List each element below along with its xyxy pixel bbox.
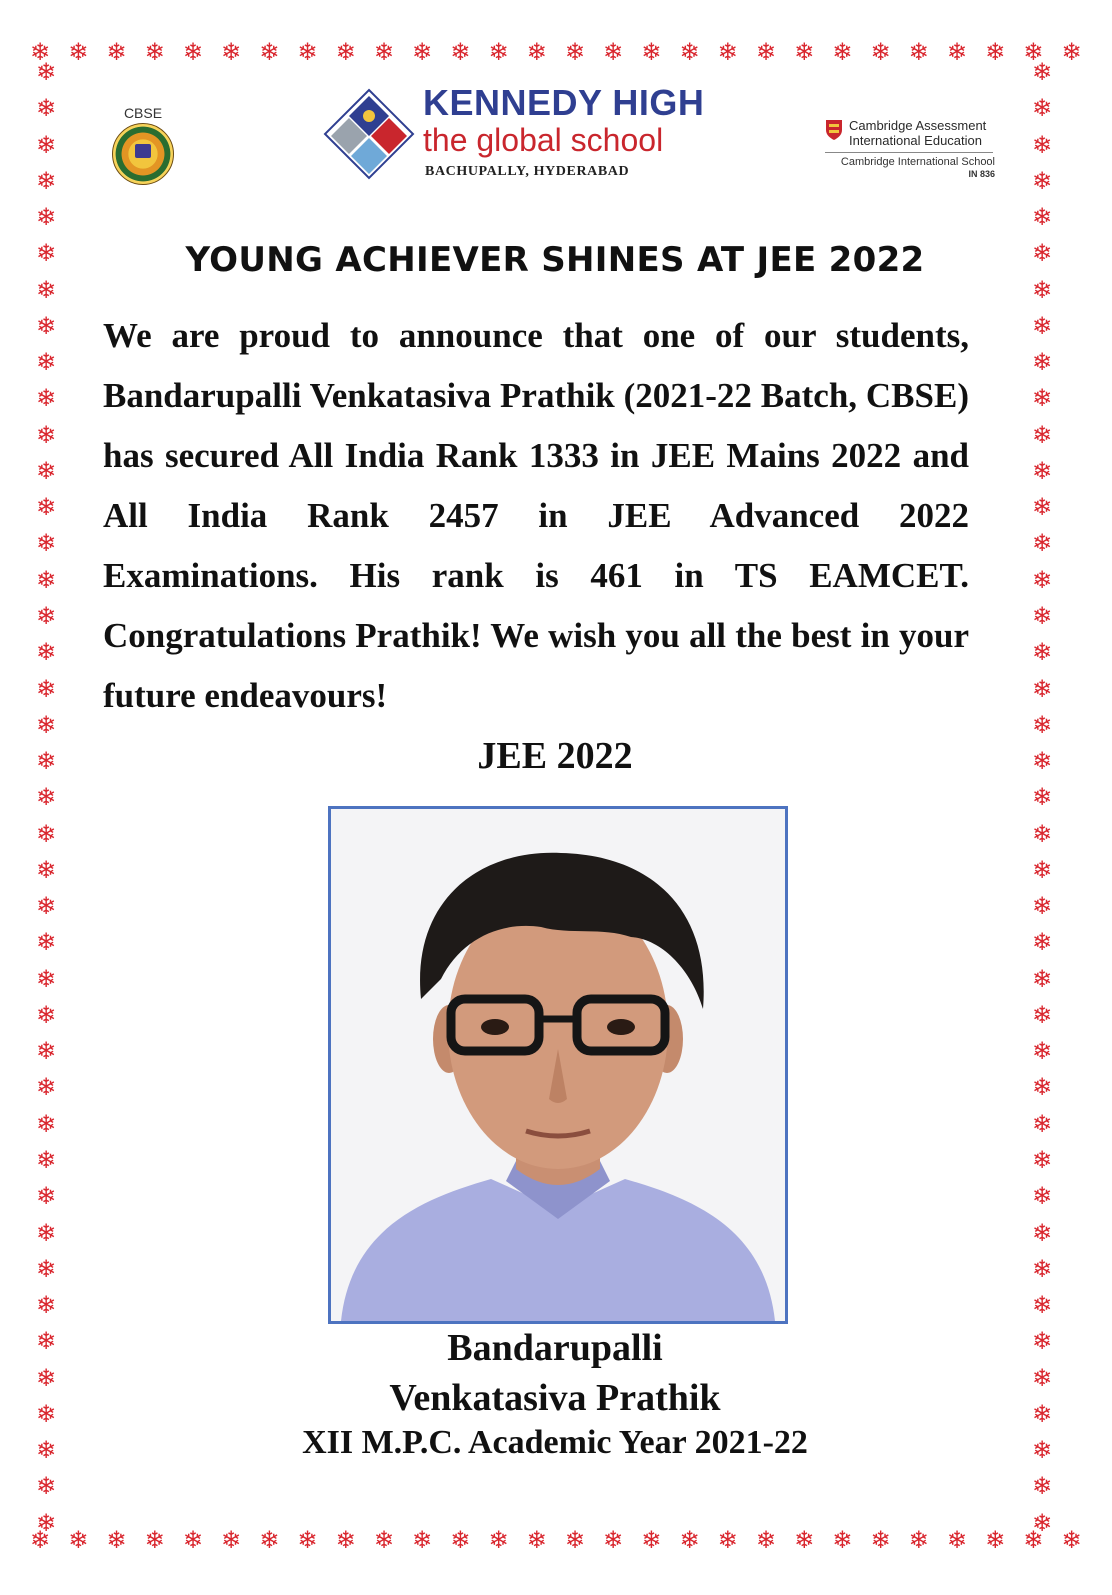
snowflake-icon: ❄ xyxy=(35,1472,57,1501)
snowflake-icon: ❄ xyxy=(35,964,57,993)
snowflake-icon: ❄ xyxy=(1031,747,1053,776)
border-top xyxy=(30,40,1082,68)
snowflake-icon: ❄ xyxy=(35,275,57,304)
snowflake-icon: ❄ xyxy=(641,1528,662,1554)
snowflake-icon: ❄ xyxy=(488,1528,509,1554)
snowflake-icon: ❄ xyxy=(412,1528,433,1554)
snowflake-icon: ❄ xyxy=(1031,892,1053,921)
student-photo xyxy=(328,806,788,1324)
snowflake-icon: ❄ xyxy=(35,783,57,812)
cambridge-logo xyxy=(825,118,995,180)
cbse-seal-icon xyxy=(112,123,174,185)
cambridge-line-3: Cambridge International School xyxy=(840,156,995,168)
snowflake-icon: ❄ xyxy=(144,40,165,66)
student-class-year: XII M.P.C. Academic Year 2021-22 xyxy=(302,1424,808,1461)
snowflake-icon: ❄ xyxy=(1031,529,1053,558)
snowflake-icon: ❄ xyxy=(1031,1363,1053,1392)
snowflake-icon: ❄ xyxy=(68,1528,89,1554)
snowflake-icon: ❄ xyxy=(717,1528,738,1554)
snowflake-icon: ❄ xyxy=(35,1000,57,1029)
snowflake-icon: ❄ xyxy=(794,1528,815,1554)
kennedy-high-logo xyxy=(323,82,743,192)
snowflake-icon: ❄ xyxy=(946,40,967,66)
school-tagline: the global school xyxy=(423,122,664,158)
snowflake-icon: ❄ xyxy=(1031,1073,1053,1102)
snowflake-icon: ❄ xyxy=(35,1037,57,1066)
snowflake-icon: ❄ xyxy=(412,40,433,66)
snowflake-icon: ❄ xyxy=(35,1073,57,1102)
snowflake-icon: ❄ xyxy=(564,40,585,66)
snowflake-icon: ❄ xyxy=(603,40,624,66)
snowflake-icon: ❄ xyxy=(35,1109,57,1138)
snowflake-icon: ❄ xyxy=(35,747,57,776)
snowflake-icon: ❄ xyxy=(832,1528,853,1554)
snowflake-icon: ❄ xyxy=(106,40,127,66)
snowflake-icon: ❄ xyxy=(908,40,929,66)
snowflake-icon: ❄ xyxy=(1031,1000,1053,1029)
snowflake-icon: ❄ xyxy=(373,40,394,66)
snowflake-icon: ❄ xyxy=(1031,964,1053,993)
header-logos xyxy=(95,80,1015,210)
snowflake-icon: ❄ xyxy=(1031,384,1053,413)
snowflake-icon: ❄ xyxy=(1031,420,1053,449)
snowflake-icon: ❄ xyxy=(1031,1254,1053,1283)
school-location: BACHUPALLY, HYDERABAD xyxy=(425,164,630,179)
snowflake-icon: ❄ xyxy=(35,1399,57,1428)
snowflake-icon: ❄ xyxy=(985,1528,1006,1554)
snowflake-icon: ❄ xyxy=(1031,94,1053,123)
snowflake-icon: ❄ xyxy=(870,40,891,66)
snowflake-icon: ❄ xyxy=(335,1528,356,1554)
snowflake-icon: ❄ xyxy=(1031,928,1053,957)
snowflake-icon: ❄ xyxy=(106,1528,127,1554)
snowflake-icon: ❄ xyxy=(755,1528,776,1554)
snowflake-icon: ❄ xyxy=(297,40,318,66)
student-portrait-icon xyxy=(331,809,785,1321)
snowflake-icon: ❄ xyxy=(1031,275,1053,304)
snowflake-icon: ❄ xyxy=(35,239,57,268)
snowflake-icon: ❄ xyxy=(641,40,662,66)
snowflake-icon: ❄ xyxy=(526,1528,547,1554)
snowflake-icon: ❄ xyxy=(35,493,57,522)
snowflake-icon: ❄ xyxy=(870,1528,891,1554)
cambridge-code: IN 836 xyxy=(968,169,995,179)
snowflake-icon: ❄ xyxy=(450,40,471,66)
snowflake-icon: ❄ xyxy=(1031,60,1053,86)
snowflake-icon: ❄ xyxy=(35,1254,57,1283)
cambridge-line-1: Cambridge Assessment xyxy=(849,118,987,133)
snowflake-icon: ❄ xyxy=(35,710,57,739)
snowflake-icon: ❄ xyxy=(35,456,57,485)
snowflake-icon: ❄ xyxy=(35,311,57,340)
snowflake-icon: ❄ xyxy=(1031,1037,1053,1066)
snowflake-icon: ❄ xyxy=(373,1528,394,1554)
cambridge-shield-icon xyxy=(825,119,843,141)
snowflake-icon: ❄ xyxy=(35,1145,57,1174)
snowflake-icon: ❄ xyxy=(35,130,57,159)
snowflake-icon: ❄ xyxy=(1023,40,1044,66)
student-first-name: Bandarupalli xyxy=(447,1327,663,1369)
snowflake-icon: ❄ xyxy=(35,565,57,594)
snowflake-icon: ❄ xyxy=(35,638,57,667)
snowflake-icon: ❄ xyxy=(1031,601,1053,630)
snowflake-icon: ❄ xyxy=(1031,1218,1053,1247)
snowflake-icon: ❄ xyxy=(1031,166,1053,195)
snowflake-icon: ❄ xyxy=(35,855,57,884)
snowflake-icon: ❄ xyxy=(679,1528,700,1554)
snowflake-icon: ❄ xyxy=(35,94,57,123)
snowflake-icon: ❄ xyxy=(450,1528,471,1554)
cambridge-line-2: International Education xyxy=(849,133,982,148)
snowflake-icon: ❄ xyxy=(1031,1327,1053,1356)
snowflake-icon: ❄ xyxy=(1031,783,1053,812)
snowflake-icon: ❄ xyxy=(1031,493,1053,522)
snowflake-icon: ❄ xyxy=(1031,1399,1053,1428)
snowflake-icon: ❄ xyxy=(35,529,57,558)
snowflake-icon: ❄ xyxy=(1031,1508,1053,1535)
snowflake-icon: ❄ xyxy=(1031,203,1053,232)
snowflake-icon: ❄ xyxy=(1031,1472,1053,1501)
snowflake-icon: ❄ xyxy=(794,40,815,66)
border-right xyxy=(1028,60,1056,1535)
snowflake-icon: ❄ xyxy=(679,40,700,66)
snowflake-icon: ❄ xyxy=(1031,710,1053,739)
snowflake-icon: ❄ xyxy=(1023,1528,1044,1554)
photo-heading: JEE 2022 xyxy=(477,735,633,777)
cbse-logo xyxy=(103,105,183,195)
snowflake-icon: ❄ xyxy=(221,1528,242,1554)
snowflake-icon: ❄ xyxy=(1031,674,1053,703)
snowflake-icon: ❄ xyxy=(985,40,1006,66)
snowflake-icon: ❄ xyxy=(259,1528,280,1554)
snowflake-icon: ❄ xyxy=(182,40,203,66)
snowflake-icon: ❄ xyxy=(1031,348,1053,377)
snowflake-icon: ❄ xyxy=(35,1363,57,1392)
snowflake-icon: ❄ xyxy=(221,40,242,66)
snowflake-icon: ❄ xyxy=(35,1182,57,1211)
snowflake-icon: ❄ xyxy=(603,1528,624,1554)
snowflake-icon: ❄ xyxy=(488,40,509,66)
snowflake-icon: ❄ xyxy=(1031,855,1053,884)
snowflake-icon: ❄ xyxy=(35,1327,57,1356)
snowflake-icon: ❄ xyxy=(68,40,89,66)
cbse-logo-text: CBSE xyxy=(123,105,163,121)
snowflake-icon: ❄ xyxy=(1031,239,1053,268)
snowflake-icon: ❄ xyxy=(946,1528,967,1554)
snowflake-icon: ❄ xyxy=(1031,1291,1053,1320)
snowflake-icon: ❄ xyxy=(35,1436,57,1465)
snowflake-icon: ❄ xyxy=(1061,1528,1082,1554)
snowflake-icon: ❄ xyxy=(35,203,57,232)
snowflake-icon: ❄ xyxy=(35,1508,57,1535)
snowflake-icon: ❄ xyxy=(1031,638,1053,667)
snowflake-icon: ❄ xyxy=(717,40,738,66)
snowflake-icon: ❄ xyxy=(35,60,57,86)
student-full-name: Venkatasiva Prathik xyxy=(389,1377,721,1419)
snowflake-icon: ❄ xyxy=(1031,1109,1053,1138)
snowflake-icon: ❄ xyxy=(35,892,57,921)
cambridge-divider xyxy=(825,152,993,153)
snowflake-icon: ❄ xyxy=(1031,456,1053,485)
snowflake-icon: ❄ xyxy=(35,674,57,703)
snowflake-icon: ❄ xyxy=(1031,311,1053,340)
snowflake-icon: ❄ xyxy=(1031,1436,1053,1465)
snowflake-icon: ❄ xyxy=(35,601,57,630)
snowflake-icon: ❄ xyxy=(908,1528,929,1554)
snowflake-icon: ❄ xyxy=(1031,1182,1053,1211)
headline: YOUNG ACHIEVER SHINES AT JEE 2022 xyxy=(185,240,925,280)
border-left xyxy=(32,60,60,1535)
snowflake-icon: ❄ xyxy=(335,40,356,66)
snowflake-icon: ❄ xyxy=(259,40,280,66)
snowflake-icon: ❄ xyxy=(1031,130,1053,159)
snowflake-icon: ❄ xyxy=(35,1218,57,1247)
snowflake-icon: ❄ xyxy=(755,40,776,66)
snowflake-icon: ❄ xyxy=(35,1291,57,1320)
snowflake-icon: ❄ xyxy=(35,384,57,413)
snowflake-icon: ❄ xyxy=(144,1528,165,1554)
snowflake-icon: ❄ xyxy=(30,1528,51,1554)
school-name: KENNEDY HIGH xyxy=(423,82,705,123)
snowflake-icon: ❄ xyxy=(35,348,57,377)
snowflake-icon: ❄ xyxy=(30,40,51,66)
snowflake-icon: ❄ xyxy=(35,928,57,957)
snowflake-icon: ❄ xyxy=(832,40,853,66)
snowflake-icon: ❄ xyxy=(526,40,547,66)
snowflake-icon: ❄ xyxy=(297,1528,318,1554)
snowflake-icon: ❄ xyxy=(1031,565,1053,594)
snowflake-icon: ❄ xyxy=(35,819,57,848)
snowflake-icon: ❄ xyxy=(35,420,57,449)
kennedy-diamond-icon xyxy=(323,88,415,180)
snowflake-icon: ❄ xyxy=(35,166,57,195)
announcement-paragraph: We are proud to announce that one of our students, Bandarupalli Venkatasiva Prathik (2021-22 Batch, CBSE) has secured All India Rank 1333 in JEE Mains 2022 and All India Rank 2457 in JEE Advanced 2022 Examinations. His rank is 461 in TS EAMCET. Congratulations Prathik! We wish you all the best in your future endeavours! xyxy=(103,316,969,715)
border-bottom xyxy=(30,1528,1082,1556)
snowflake-icon: ❄ xyxy=(1061,40,1082,66)
snowflake-icon: ❄ xyxy=(182,1528,203,1554)
snowflake-icon: ❄ xyxy=(1031,819,1053,848)
snowflake-icon: ❄ xyxy=(564,1528,585,1554)
snowflake-icon: ❄ xyxy=(1031,1145,1053,1174)
